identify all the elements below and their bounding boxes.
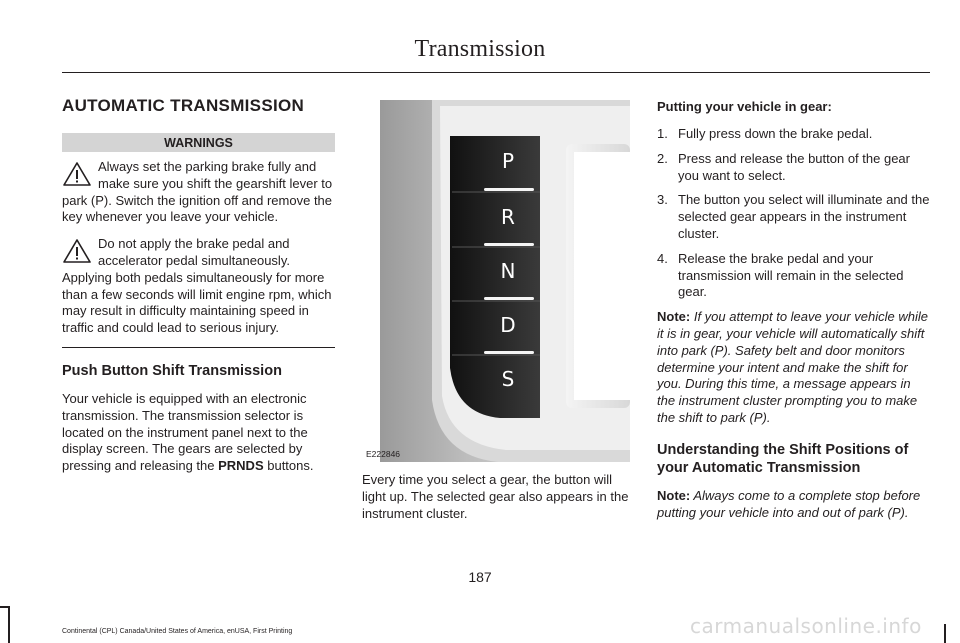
list-item [657,192,930,242]
warning-text: Always set the parking brake fully and make sure you shift the gearshift lever to park (P). Switch the ignition off and remove the key whenever you leave your vehicle. [62,159,333,225]
note-text: Always come to a complete stop before putting your vehicle into and out of park (P). [657,487,921,520]
step-text: The button you select will illuminate and the selected gear appears in the instrument cluster. [678,192,930,241]
list-item [657,251,930,301]
figure-id: E222846 [366,449,401,459]
gear-label: S [501,367,515,391]
right-column [657,98,930,531]
page-header-title: Transmission [414,36,546,62]
paragraph-text: Your vehicle is equipped with an electronic transmission. The transmission selector is located on the instrument panel next to the display screen. The gears are selected by pressing and releasing the [62,390,308,474]
step-text: Release the brake pedal and your transmission will remain in the selected gear. [678,250,904,300]
gear-selector-figure [380,100,630,462]
gear-label: R [501,205,515,229]
paragraph-text-end: buttons. [263,458,314,474]
warning-triangle-icon [62,238,92,264]
note-label: Note: [657,487,691,503]
steps-list [657,126,930,301]
watermark: carmanualsonline.info [690,614,922,638]
section-title: AUTOMATIC TRANSMISSION [62,96,305,115]
crop-mark [944,624,946,643]
step-text: Press and release the button of the gear you want to select. [678,150,910,183]
crop-mark [8,606,10,643]
crop-mark [0,606,9,608]
subsection-heading: Understanding the Shift Positions of your Automatic Transmission [657,441,909,476]
list-item [657,126,930,143]
note-label: Note: [657,309,691,325]
page-number: 187 [468,569,492,585]
note-paragraph [657,488,930,522]
prnds-label: PRNDS [218,458,264,474]
steps-title: Putting your vehicle in gear: [657,99,832,114]
figure-caption-block [362,472,634,532]
step-number: 4. [657,250,668,266]
step-number: 3. [657,192,668,208]
step-number: 1. [657,126,668,141]
list-item [657,151,930,185]
gear-label: P [501,149,515,173]
warning-text: Do not apply the brake pedal and accelerator pedal simultaneously. Applying both pedals simultaneously for more than a few seconds will limit engine rpm, which may result in difficulty maintaining speed in traffic and could lead to serious injury. [62,236,332,336]
figure-caption: Every time you select a gear, the button will light up. The selected gear also appears in the instrument cluster. [362,472,629,521]
button-panel [450,136,540,418]
header-rule [62,72,930,73]
warning-item [62,236,335,337]
body-paragraph [62,391,335,475]
subsection-heading: Push Button Shift Transmission [62,362,282,379]
step-number: 2. [657,150,668,166]
note-paragraph [657,309,930,427]
warnings-bar: WARNINGS [62,133,335,152]
warning-item [62,159,335,226]
warnings-end-rule [62,347,335,348]
left-column [62,96,335,485]
note-text: If you attempt to leave your vehicle while it is in gear, your vehicle will automatically shift into park (P). Safety belt and door monitors determine your intent and make the shift for you. During this time, a message appears in the instrument cluster prompting you to make the shift to park (P). [657,309,928,425]
step-text: Fully press down the brake pedal. [678,126,873,141]
footer-text: Continental (CPL) Canada/United States of America, enUSA, First Printing [62,628,293,635]
gear-label: N [500,259,516,283]
gear-label: D [500,313,516,337]
warning-triangle-icon [62,161,92,187]
